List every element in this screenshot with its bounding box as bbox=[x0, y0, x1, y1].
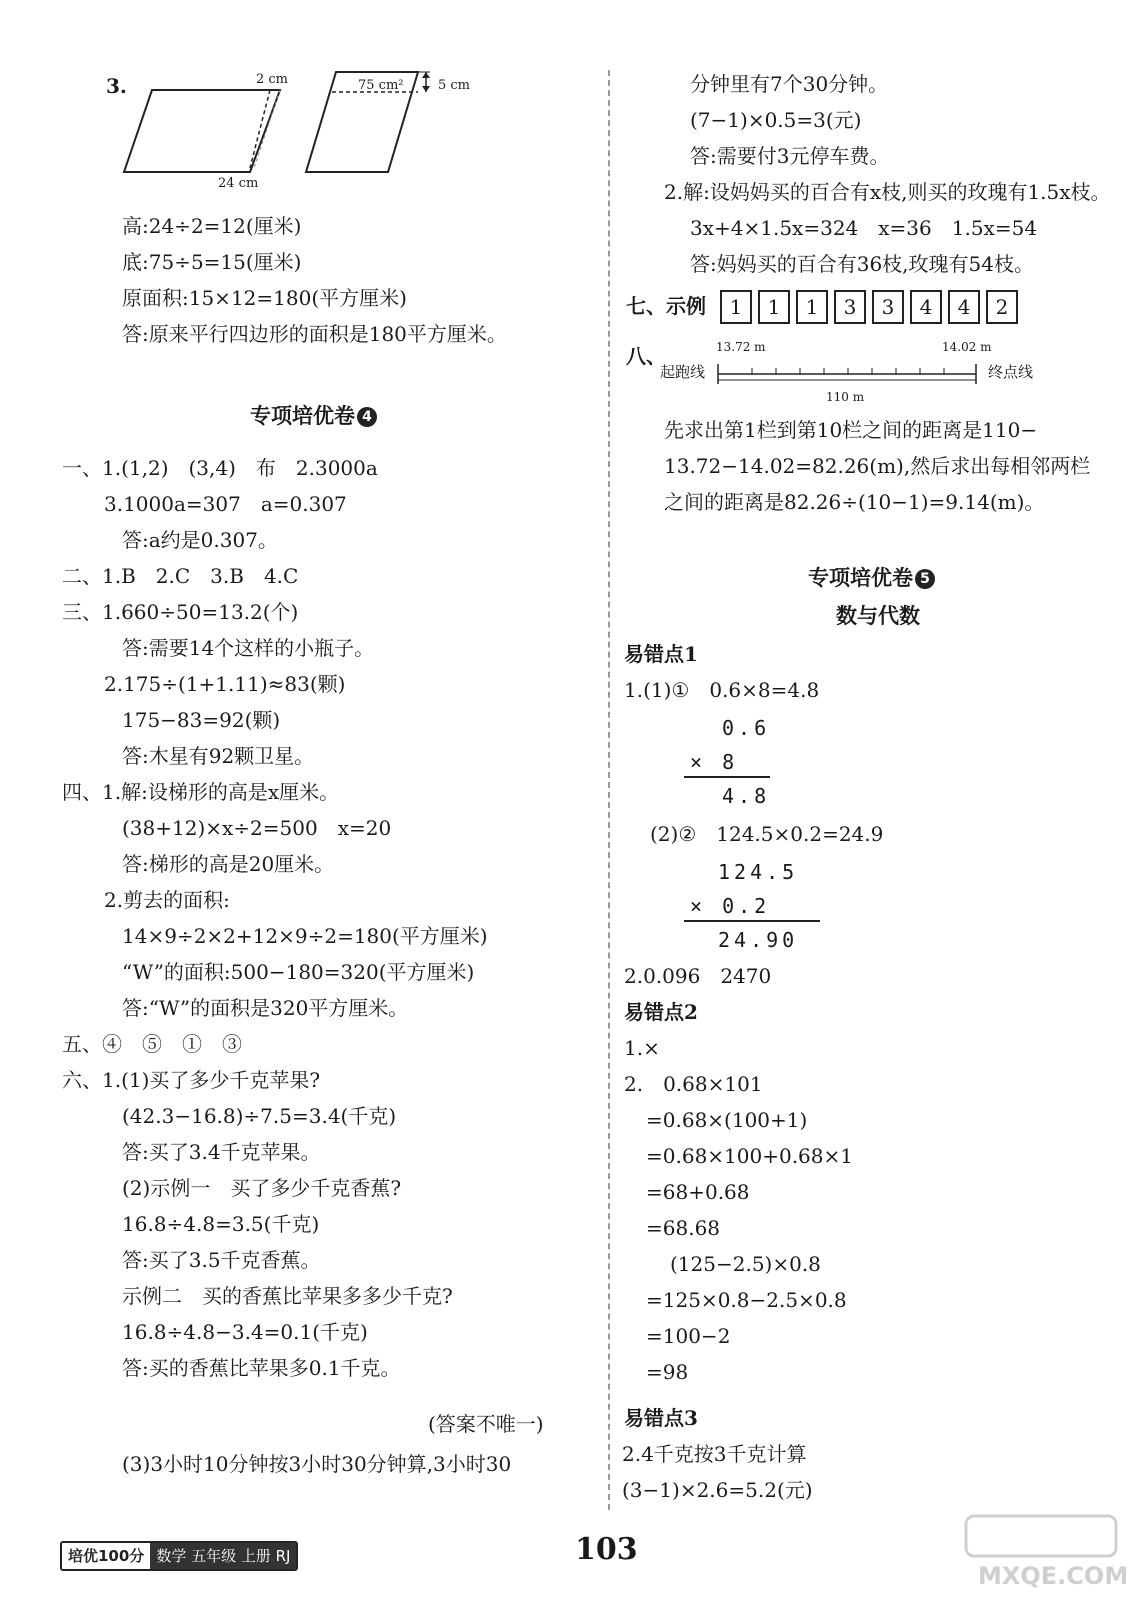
fig2-area-label: 75 cm² bbox=[358, 78, 404, 93]
right-top-line: 分钟里有7个30分钟。 bbox=[690, 72, 889, 96]
track-total-length: 110 m bbox=[826, 390, 865, 404]
section-4-line: 2.175÷(1+1.11)≈83(颗) bbox=[104, 672, 346, 696]
section-4-line: 3.1000a=307 a=0.307 bbox=[104, 492, 347, 516]
error-point-2-line: =68.68 bbox=[646, 1216, 721, 1240]
section-4-line: 答:需要14个这样的小瓶子。 bbox=[122, 636, 375, 660]
section-4-line: 答:梯形的高是20厘米。 bbox=[122, 852, 335, 876]
error-point-2-line: (125−2.5)×0.8 bbox=[670, 1252, 821, 1276]
track-left-length: 13.72 m bbox=[716, 340, 766, 354]
q8-line: 13.72−14.02=82.26(m),然后求出每相邻两栏 bbox=[664, 454, 1091, 478]
section-4-title bbox=[250, 402, 377, 430]
vertical-calc-1-rule bbox=[684, 776, 770, 778]
section-4-line: 16.8÷4.8−3.4=0.1(千克) bbox=[122, 1320, 368, 1344]
digit-box: 4 bbox=[948, 290, 980, 324]
section-5-subtitle: 数与代数 bbox=[836, 604, 920, 628]
e1-line: (2)② 124.5×0.2=24.9 bbox=[650, 822, 884, 846]
section-5-number: 5 bbox=[915, 569, 935, 589]
vertical-calc-2-top: 124.5 bbox=[718, 860, 799, 884]
section-4-line: 答:买了3.5千克香蕉。 bbox=[122, 1248, 321, 1272]
section-4-line: 六、1.(1)买了多少千克苹果? bbox=[62, 1068, 321, 1092]
section-4-line: 五、④ ⑤ ① ③ bbox=[62, 1032, 242, 1056]
section-4-line: 175−83=92(颗) bbox=[122, 708, 281, 732]
section-4-line: 三、1.660÷50=13.2(个) bbox=[62, 600, 299, 624]
right-top-line: (7−1)×0.5=3(元) bbox=[690, 108, 862, 132]
section-4-title-text: 专项培优卷 bbox=[250, 404, 355, 428]
vertical-calc-1-top: 0.6 bbox=[722, 716, 771, 740]
section-4-line: (38+12)×x÷2=500 x=20 bbox=[122, 816, 392, 840]
error-point-2-line: =68+0.68 bbox=[646, 1180, 750, 1204]
section-4-line: (答案不唯一) bbox=[428, 1412, 544, 1436]
e3-line: 2.4千克按3千克计算 bbox=[622, 1442, 807, 1466]
section-4-line: 14×9÷2×2+12×9÷2=180(平方厘米) bbox=[122, 924, 488, 948]
p3-line: 底:75÷5=15(厘米) bbox=[122, 250, 302, 274]
section-5-title bbox=[808, 564, 935, 592]
section-4-line: 16.8÷4.8=3.5(千克) bbox=[122, 1212, 320, 1236]
right-top-line: 2.解:设妈妈买的百合有x枝,则买的玫瑰有1.5x枝。 bbox=[664, 180, 1111, 204]
digit-box: 2 bbox=[986, 290, 1018, 324]
error-point-2-line: =100−2 bbox=[646, 1324, 731, 1348]
digit-box: 3 bbox=[872, 290, 904, 324]
section-4-line: 四、1.解:设梯形的高是x厘米。 bbox=[62, 780, 340, 804]
brand-label: 培优100分 bbox=[62, 1543, 150, 1569]
section-4-line: (2)示例一 买了多少千克香蕉? bbox=[122, 1176, 402, 1200]
track-end-label: 终点线 bbox=[988, 363, 1034, 381]
page-number: 103 bbox=[575, 1532, 638, 1567]
e3-line: (3−1)×2.6=5.2(元) bbox=[622, 1478, 813, 1502]
section-4-line: 二、1.B 2.C 3.B 4.C bbox=[62, 564, 299, 588]
svg-text:MXQE.COM: MXQE.COM bbox=[978, 1562, 1129, 1590]
watermark-logo bbox=[960, 1512, 1130, 1592]
section-5-title-text: 专项培优卷 bbox=[808, 566, 913, 590]
section-4-number: 4 bbox=[357, 407, 377, 427]
error-point-3: 易错点3 bbox=[624, 1406, 698, 1430]
section-4-line: 答:木星有92颗卫星。 bbox=[122, 744, 315, 768]
digit-box: 1 bbox=[720, 290, 752, 324]
vertical-calc-2-mult: × 0.2 bbox=[690, 894, 771, 918]
section-4-line: (42.3−16.8)÷7.5=3.4(千克) bbox=[122, 1104, 397, 1128]
section-4-line: “W”的面积:500−180=320(平方厘米) bbox=[122, 960, 475, 984]
problem-3-label: 3. bbox=[106, 74, 127, 98]
section-4-line: 答:“W”的面积是320平方厘米。 bbox=[122, 996, 409, 1020]
vertical-calc-2-result: 24.90 bbox=[718, 928, 799, 952]
section-4-line: 一、1.(1,2) (3,4) 布 2.3000a bbox=[62, 456, 378, 480]
q8-line: 之间的距离是82.26÷(10−1)=9.14(m)。 bbox=[664, 490, 1045, 514]
section-4-line: 答:买了3.4千克苹果。 bbox=[122, 1140, 321, 1164]
section-4-line: 示例二 买的香蕉比苹果多多少千克? bbox=[122, 1284, 453, 1308]
vertical-calc-2-rule bbox=[684, 920, 820, 922]
section-4-line: 答:a约是0.307。 bbox=[122, 528, 278, 552]
section-4-line: (3)3小时10分钟按3小时30分钟算,3小时30 bbox=[122, 1452, 512, 1476]
error-point-2-line: =125×0.8−2.5×0.8 bbox=[646, 1288, 847, 1312]
p3-line: 答:原来平行四边形的面积是180平方厘米。 bbox=[122, 322, 507, 346]
error-point-2-line: =0.68×(100+1) bbox=[646, 1108, 808, 1132]
q7-digit-boxes bbox=[720, 290, 1024, 324]
track-start-label: 起跑线 bbox=[660, 363, 706, 381]
error-point-1: 易错点1 bbox=[624, 642, 698, 666]
digit-box: 4 bbox=[910, 290, 942, 324]
vertical-calc-1-result: 4.8 bbox=[722, 784, 771, 808]
e1-line: 2.0.096 2470 bbox=[624, 964, 772, 988]
error-point-2: 易错点2 bbox=[624, 1000, 698, 1024]
e1-line: 1.(1)① 0.6×8=4.8 bbox=[624, 678, 820, 702]
error-point-2-line: =0.68×100+0.68×1 bbox=[646, 1144, 853, 1168]
error-point-2-line: 2. 0.68×101 bbox=[624, 1072, 763, 1096]
error-point-2-line: 1.× bbox=[624, 1036, 660, 1060]
right-top-line: 答:需要付3元停车费。 bbox=[690, 144, 890, 168]
digit-box: 1 bbox=[796, 290, 828, 324]
error-point-2-line: =98 bbox=[646, 1360, 689, 1384]
q8-line: 先求出第1栏到第10栏之间的距离是110− bbox=[664, 418, 1038, 442]
right-top-line: 答:妈妈买的百合有36枝,玫瑰有54枝。 bbox=[690, 252, 1034, 276]
q8-label: 八、 bbox=[626, 344, 666, 368]
fig1-bottom-label: 24 cm bbox=[218, 176, 259, 191]
height-dash-line bbox=[250, 90, 270, 168]
book-tag bbox=[60, 1541, 298, 1571]
section-4-line: 2.剪去的面积: bbox=[104, 888, 230, 912]
p3-line: 高:24÷2=12(厘米) bbox=[122, 214, 302, 238]
book-meta: 数学 五年级 上册 RJ bbox=[150, 1543, 296, 1569]
vertical-calc-1-mult: × 8 bbox=[690, 750, 739, 774]
parallelogram-figures bbox=[120, 64, 490, 204]
fig2-side-label: 5 cm bbox=[438, 78, 471, 93]
column-divider bbox=[608, 70, 610, 1510]
p3-line: 原面积:15×12=180(平方厘米) bbox=[122, 286, 407, 310]
track-right-length: 14.02 m bbox=[942, 340, 992, 354]
section-4-line: 答:买的香蕉比苹果多0.1千克。 bbox=[122, 1356, 401, 1380]
digit-box: 1 bbox=[758, 290, 790, 324]
digit-box: 3 bbox=[834, 290, 866, 324]
fig1-top-label: 2 cm bbox=[256, 72, 289, 87]
q7-label: 七、示例 bbox=[626, 294, 706, 318]
right-top-line: 3x+4×1.5x=324 x=36 1.5x=54 bbox=[690, 216, 1038, 240]
